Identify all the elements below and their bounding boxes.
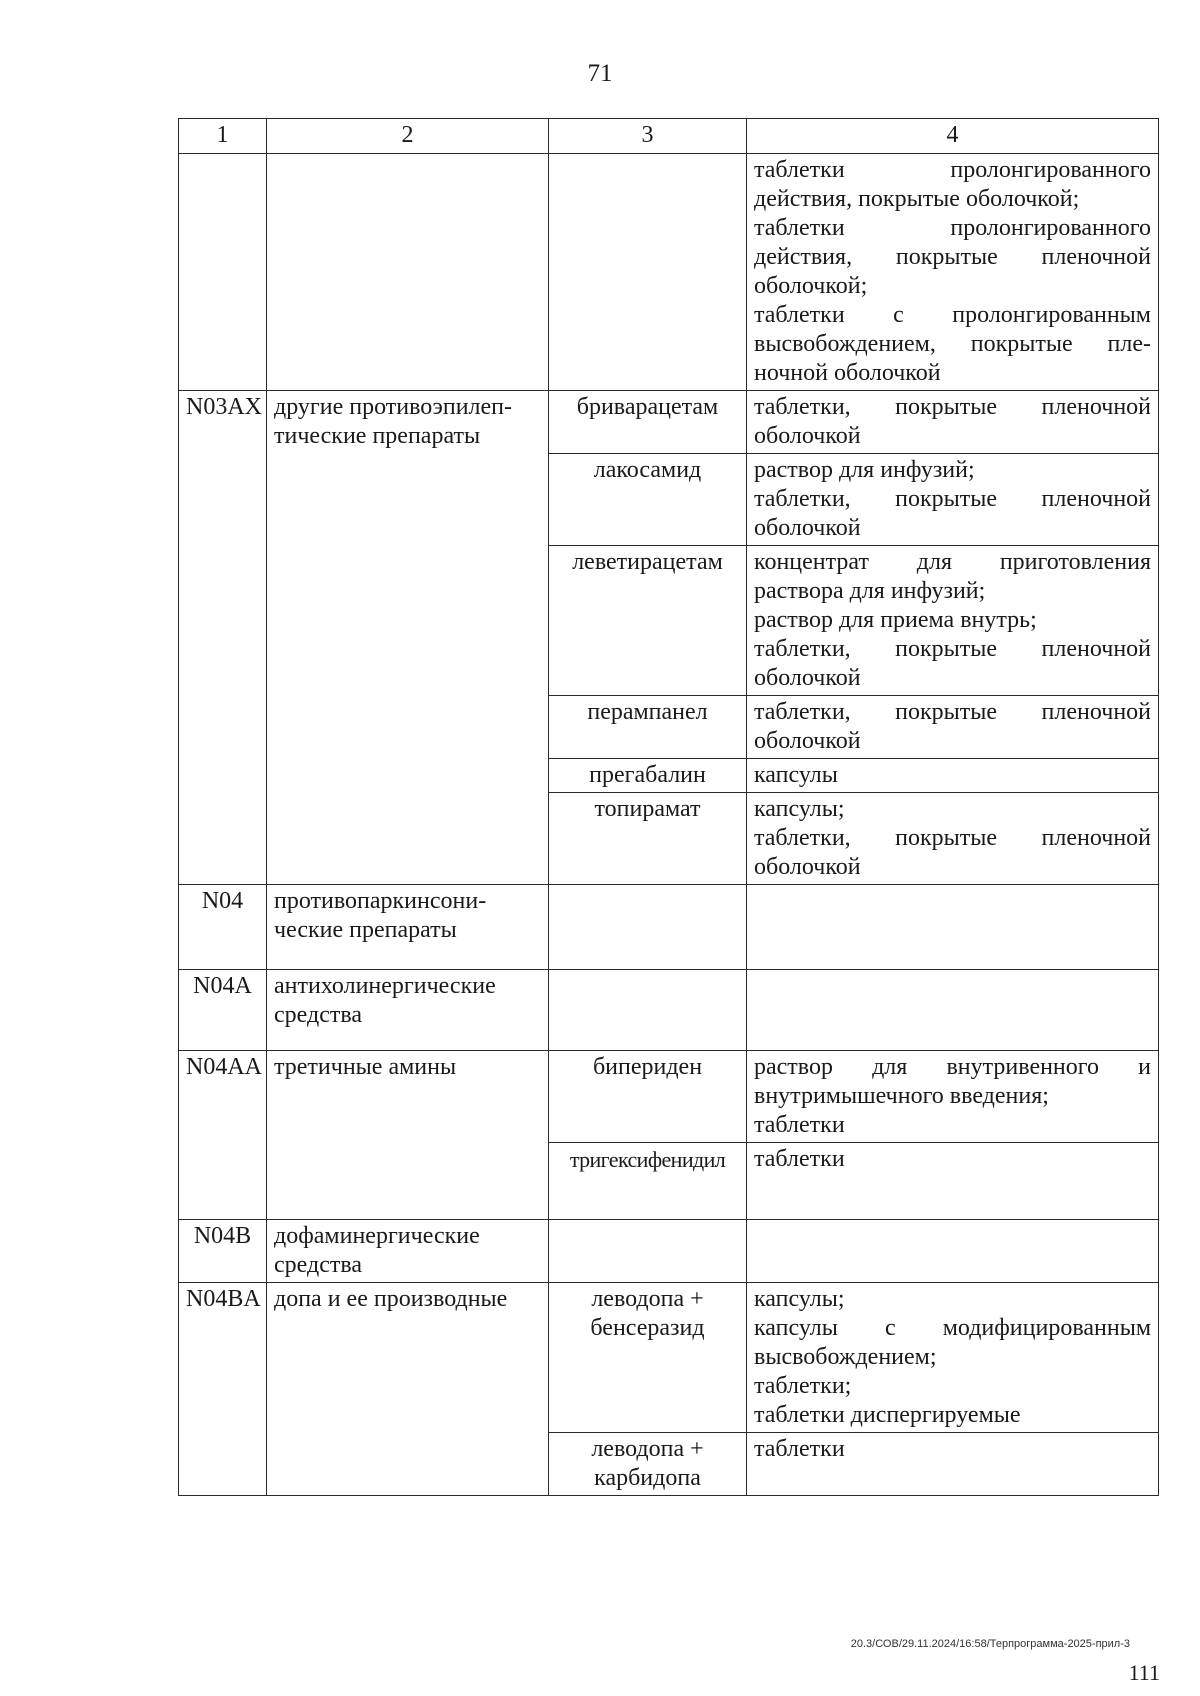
form-line: таблетки, покрытые пленочной xyxy=(754,825,1151,851)
forms-cell xyxy=(747,696,1159,759)
form-line: таблетки диспергируемые xyxy=(754,1402,1021,1428)
atc-code-cell: N04B xyxy=(179,1220,267,1283)
group-name-cell: третичные амины xyxy=(267,1051,549,1220)
inn-cell: леветирацетам xyxy=(549,546,747,696)
inn-cell: прегабалин xyxy=(549,759,747,793)
inn-cell: леводопа + бенсеразид xyxy=(549,1283,747,1433)
form-line: действия, покрытые пленочной xyxy=(754,244,1151,270)
form-line: оболочкой xyxy=(754,423,861,449)
header-col-1: 1 xyxy=(179,119,267,154)
sheet-number: 111 xyxy=(1128,1660,1160,1685)
inn-cell: тригексифенидил xyxy=(549,1143,747,1220)
form-line: капсулы с модифицированным xyxy=(754,1315,1151,1341)
form-line: концентрат для приготовления xyxy=(754,549,1151,575)
table-row xyxy=(179,391,1159,454)
forms-cell xyxy=(747,759,1159,793)
inn-cell xyxy=(549,154,747,391)
header-col-2: 2 xyxy=(267,119,549,154)
atc-code-cell: N03AX xyxy=(179,391,267,885)
form-line: оболочкой xyxy=(754,515,861,541)
group-name-cell: противопаркинсони-ческие препараты xyxy=(267,885,549,970)
group-name-cell xyxy=(267,154,549,391)
inn-cell: бипериден xyxy=(549,1051,747,1143)
form-line: раствор для инфузий; xyxy=(754,457,975,483)
inn-cell: перампанел xyxy=(549,696,747,759)
inn-cell: леводопа + карбидопа xyxy=(549,1433,747,1496)
forms-cell xyxy=(747,970,1159,1051)
forms-cell xyxy=(747,1051,1159,1143)
form-line: таблетки пролонгированного xyxy=(754,215,1151,241)
form-line: оболочкой xyxy=(754,854,861,880)
forms-cell xyxy=(747,546,1159,696)
document-stamp: 20.3/СОВ/29.11.2024/16:58/Терпрограмма-2025-прил-3 xyxy=(850,1638,1130,1650)
group-name-cell: дофаминергические средства xyxy=(267,1220,549,1283)
form-line: оболочкой xyxy=(754,665,861,691)
header-col-4: 4 xyxy=(747,119,1159,154)
forms-cell xyxy=(747,885,1159,970)
form-line: раствора для инфузий; xyxy=(754,578,986,604)
atc-code-cell: N04 xyxy=(179,885,267,970)
forms-cell xyxy=(747,154,1159,391)
form-line: капсулы xyxy=(754,762,838,788)
form-line: таблетки, покрытые пленочной xyxy=(754,486,1151,512)
page-number: 71 xyxy=(587,60,613,87)
form-line: высвобождением; xyxy=(754,1344,937,1370)
forms-cell xyxy=(747,1433,1159,1496)
form-line: таблетки xyxy=(754,1146,845,1172)
inn-cell xyxy=(549,885,747,970)
group-name-cell: другие противоэпилеп-тические препараты xyxy=(267,391,549,885)
form-line: раствор для приема внутрь; xyxy=(754,607,1037,633)
forms-cell xyxy=(747,454,1159,546)
drug-table xyxy=(178,118,1159,1496)
table-row xyxy=(179,1051,1159,1143)
inn-cell: бриварацетам xyxy=(549,391,747,454)
form-line: ночной оболочкой xyxy=(754,360,941,386)
code-cell xyxy=(179,154,267,391)
form-line: таблетки пролонгированного xyxy=(754,157,1151,183)
forms-cell xyxy=(747,391,1159,454)
inn-cell: топирамат xyxy=(549,793,747,885)
form-line: оболочкой; xyxy=(754,273,868,299)
group-name-cell: антихолинергические средства xyxy=(267,970,549,1051)
form-line: таблетки xyxy=(754,1436,845,1462)
form-line: таблетки с пролонгированным xyxy=(754,302,1151,328)
table-row xyxy=(179,1220,1159,1283)
table-row xyxy=(179,970,1159,1051)
form-line: высвобождением, покрытые пле- xyxy=(754,331,1151,357)
form-line: таблетки, покрытые пленочной xyxy=(754,699,1151,725)
form-line: таблетки, покрытые пленочной xyxy=(754,636,1151,662)
table-row-continued xyxy=(179,154,1159,391)
forms-cell xyxy=(747,1283,1159,1433)
atc-code-cell: N04A xyxy=(179,970,267,1051)
header-col-3: 3 xyxy=(549,119,747,154)
forms-cell xyxy=(747,1220,1159,1283)
forms-cell xyxy=(747,793,1159,885)
form-line: капсулы; xyxy=(754,796,845,822)
form-line: таблетки, покрытые пленочной xyxy=(754,394,1151,420)
group-name-cell: допа и ее производные xyxy=(267,1283,549,1496)
form-line: раствор для внутривенного и xyxy=(754,1054,1151,1080)
form-line: таблетки xyxy=(754,1112,845,1138)
inn-cell: лакосамид xyxy=(549,454,747,546)
form-line: таблетки; xyxy=(754,1373,852,1399)
forms-cell xyxy=(747,1143,1159,1220)
table-row xyxy=(179,1283,1159,1433)
table-row xyxy=(179,885,1159,970)
atc-code-cell: N04BA xyxy=(179,1283,267,1496)
form-line: капсулы; xyxy=(754,1286,845,1312)
form-line: оболочкой xyxy=(754,728,861,754)
atc-code-cell: N04AA xyxy=(179,1051,267,1220)
inn-cell xyxy=(549,1220,747,1283)
table-header-row xyxy=(179,119,1159,154)
form-line: действия, покрытые оболочкой; xyxy=(754,186,1080,212)
inn-cell xyxy=(549,970,747,1051)
form-line: внутримышечного введения; xyxy=(754,1083,1049,1109)
